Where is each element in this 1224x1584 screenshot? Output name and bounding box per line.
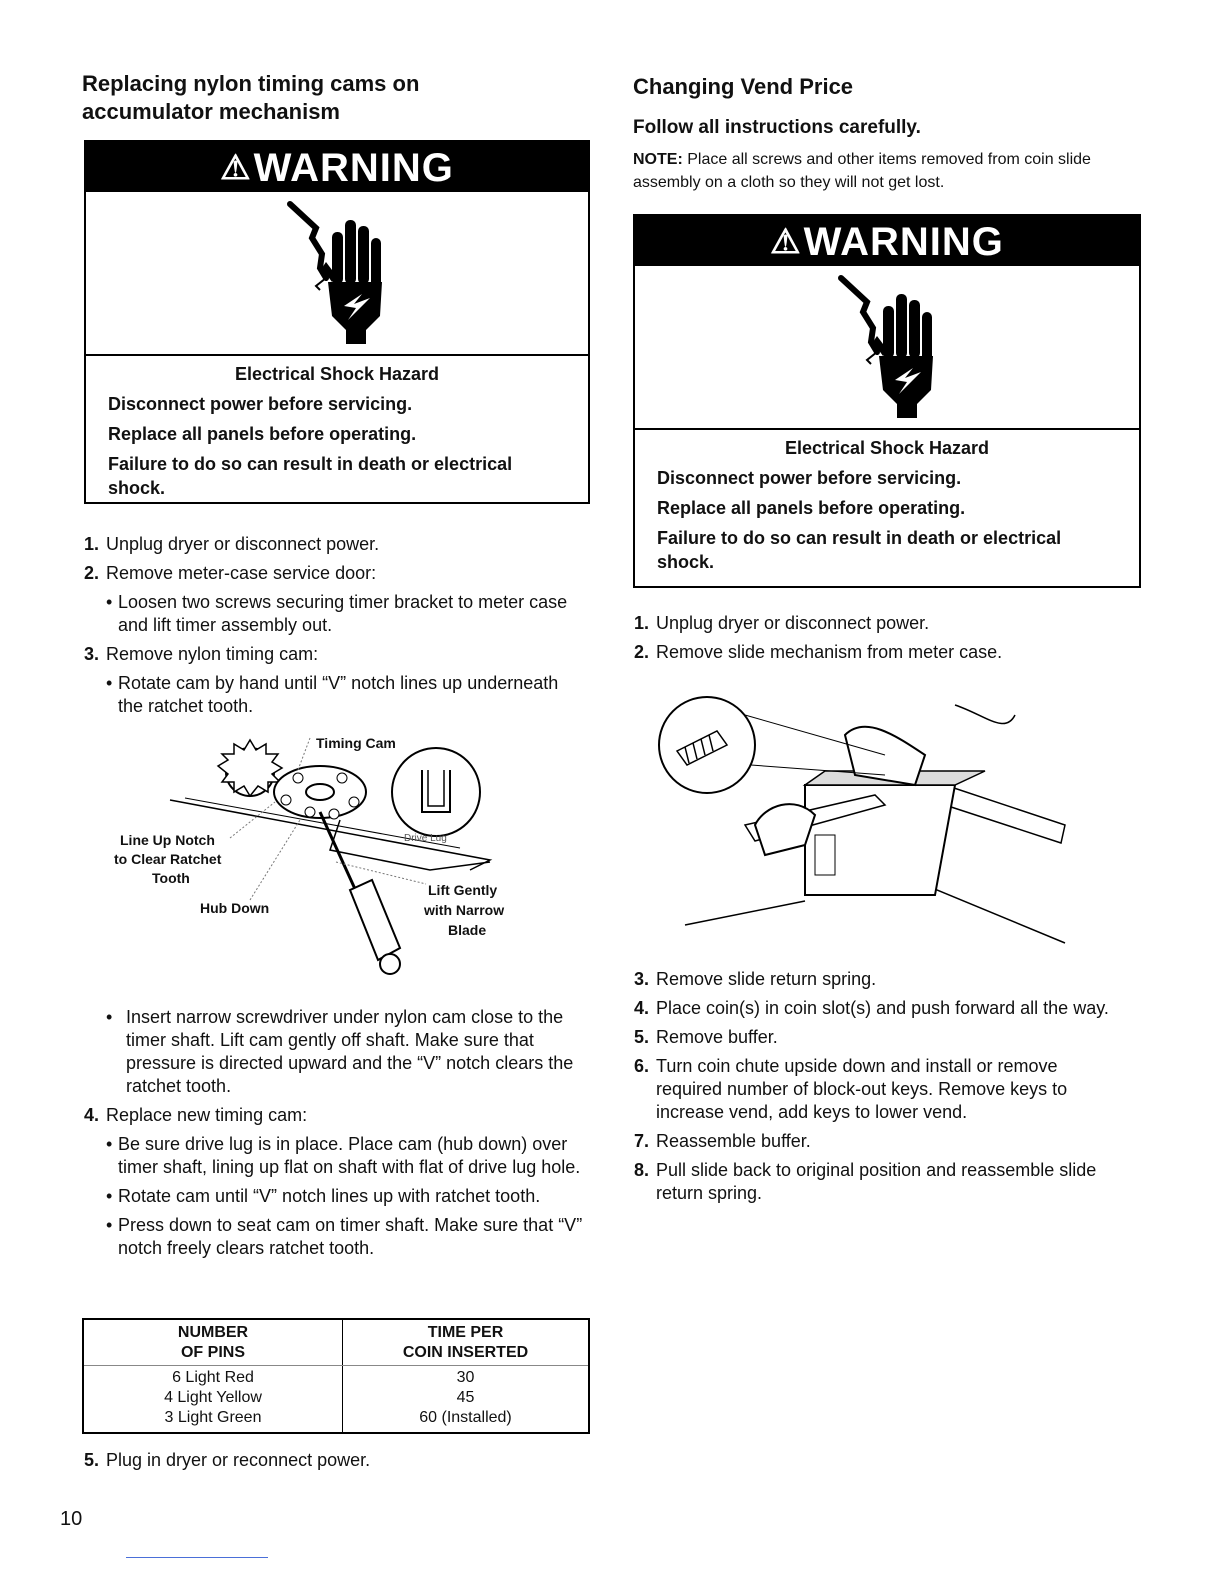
warning-banner: ⚠WARNING	[635, 216, 1139, 266]
warning-panel-right	[633, 214, 1141, 588]
alert-triangle-icon: ⚠	[220, 149, 252, 187]
list-item: 7. Reassemble buffer.	[634, 1131, 811, 1151]
list-item: 4. Place coin(s) in coin slot(s) and push forward all the way.	[634, 998, 1109, 1018]
label-drive-lug: Drive Lug	[404, 833, 447, 844]
label-lift-3: Blade	[448, 922, 487, 938]
left-section-title: Replacing nylon timing cams on accumulator mechanism	[82, 71, 420, 124]
coin-slide-figure	[655, 675, 1075, 955]
list-item: 1. Unplug dryer or disconnect power.	[634, 613, 930, 633]
list-item: 6. Turn coin chute upside down and install or remove required number of block-out keys. Remove keys to increase vend, add keys to lower vend.	[634, 1056, 1068, 1122]
note	[633, 148, 1103, 194]
label-line-up-1: Line Up Notch	[120, 832, 215, 848]
warning-panel-left	[84, 140, 590, 504]
note-text: Place all screws and other items removed from coin slide assembly on a cloth so they will not get lost.	[633, 151, 1091, 191]
hazard-text-left	[86, 356, 588, 514]
label-line-up-3: Tooth	[152, 870, 190, 886]
shock-hazard-icon-cell	[86, 192, 588, 356]
note-label: NOTE:	[633, 151, 683, 168]
bullet-item: • Be sure drive lug is in place. Place cam (hub down) over timer shaft, lining up flat on shaft with flat of drive lug hole.	[106, 1134, 581, 1177]
list-item: 8. Pull slide back to original position and reassemble slide return spring.	[634, 1160, 1097, 1203]
left-steps-top	[84, 533, 584, 724]
timing-cam-figure	[110, 730, 580, 990]
shock-hazard-icon-cell	[635, 266, 1139, 430]
list-item: 5. Plug in dryer or reconnect power.	[84, 1450, 371, 1470]
hazard-line: Replace all panels before operating.	[108, 424, 417, 444]
label-timing-cam: Timing Cam	[316, 735, 396, 751]
label-line-up-2: to Clear Ratchet	[114, 851, 222, 867]
list-item: 2. Remove slide mechanism from meter case.	[634, 642, 1003, 662]
hazard-line: Failure to do so can result in death or electrical shock.	[657, 528, 1062, 572]
list-item: 5. Remove buffer.	[634, 1027, 778, 1047]
table-row: 4 Light Yellow 45	[83, 1388, 589, 1408]
header-time-per-coin: TIME PER COIN INSERTED	[343, 1319, 590, 1366]
page-number: 10	[60, 1508, 83, 1530]
right-steps-top	[634, 612, 1124, 670]
bullet-item: • Loosen two screws securing timer bracket to meter case and lift timer assembly out.	[106, 592, 568, 635]
table-row: 3 Light Green 60 (Installed)	[83, 1408, 589, 1433]
pins-table	[82, 1318, 590, 1434]
warning-banner: ⚠WARNING	[86, 142, 588, 192]
left-step5	[84, 1449, 584, 1478]
list-item: 3. Remove slide return spring.	[634, 969, 877, 989]
hazard-line: Replace all panels before operating.	[657, 498, 966, 518]
hazard-text-right	[635, 430, 1139, 588]
list-item: 2. Remove meter-case service door:	[84, 563, 377, 583]
right-subtitle: Follow all instructions carefully.	[633, 117, 921, 138]
label-hub-down: Hub Down	[200, 900, 270, 916]
bullet-item: • Rotate cam by hand until “V” notch lines up underneath the ratchet tooth.	[106, 673, 559, 716]
label-lift-1: Lift Gently	[428, 882, 498, 898]
bullet-item: • Press down to seat cam on timer shaft. Make sure that “V” notch freely clears ratchet tooth.	[106, 1215, 583, 1258]
list-item: 1. Unplug dryer or disconnect power.	[84, 534, 380, 554]
table-row: 6 Light Red 30	[83, 1366, 589, 1389]
hazard-line: Failure to do so can result in death or electrical shock.	[108, 454, 513, 498]
hazard-title: Electrical Shock Hazard	[234, 364, 440, 384]
right-steps-bottom	[634, 968, 1124, 1211]
hazard-line: Disconnect power before servicing.	[108, 394, 413, 414]
header-number-of-pins: NUMBER OF PINS	[83, 1319, 343, 1366]
list-item: 3. Remove nylon timing cam:	[84, 644, 319, 664]
left-steps-bottom	[84, 1006, 584, 1266]
list-item: 4. Replace new timing cam:	[84, 1105, 308, 1125]
bullet-item: • Insert narrow screwdriver under nylon cam close to the timer shaft. Lift cam gently off shaft. Make sure that pressure is directed upward and the “V” notch clears the ratchet tooth.	[106, 1007, 574, 1096]
electric-shock-hand-icon	[833, 272, 943, 422]
coin-slide-illustration	[655, 675, 1075, 955]
electric-shock-hand-icon	[282, 198, 392, 348]
hazard-title: Electrical Shock Hazard	[784, 438, 990, 458]
table-header-row	[83, 1319, 589, 1366]
hazard-line: Disconnect power before servicing.	[657, 468, 962, 488]
label-lift-2: with Narrow	[424, 902, 505, 918]
bullet-item: • Rotate cam until “V” notch lines up with ratchet tooth.	[106, 1186, 541, 1206]
alert-triangle-icon: ⚠	[770, 223, 802, 261]
footer-rule	[126, 1557, 268, 1558]
right-section-title: Changing Vend Price	[633, 74, 854, 99]
